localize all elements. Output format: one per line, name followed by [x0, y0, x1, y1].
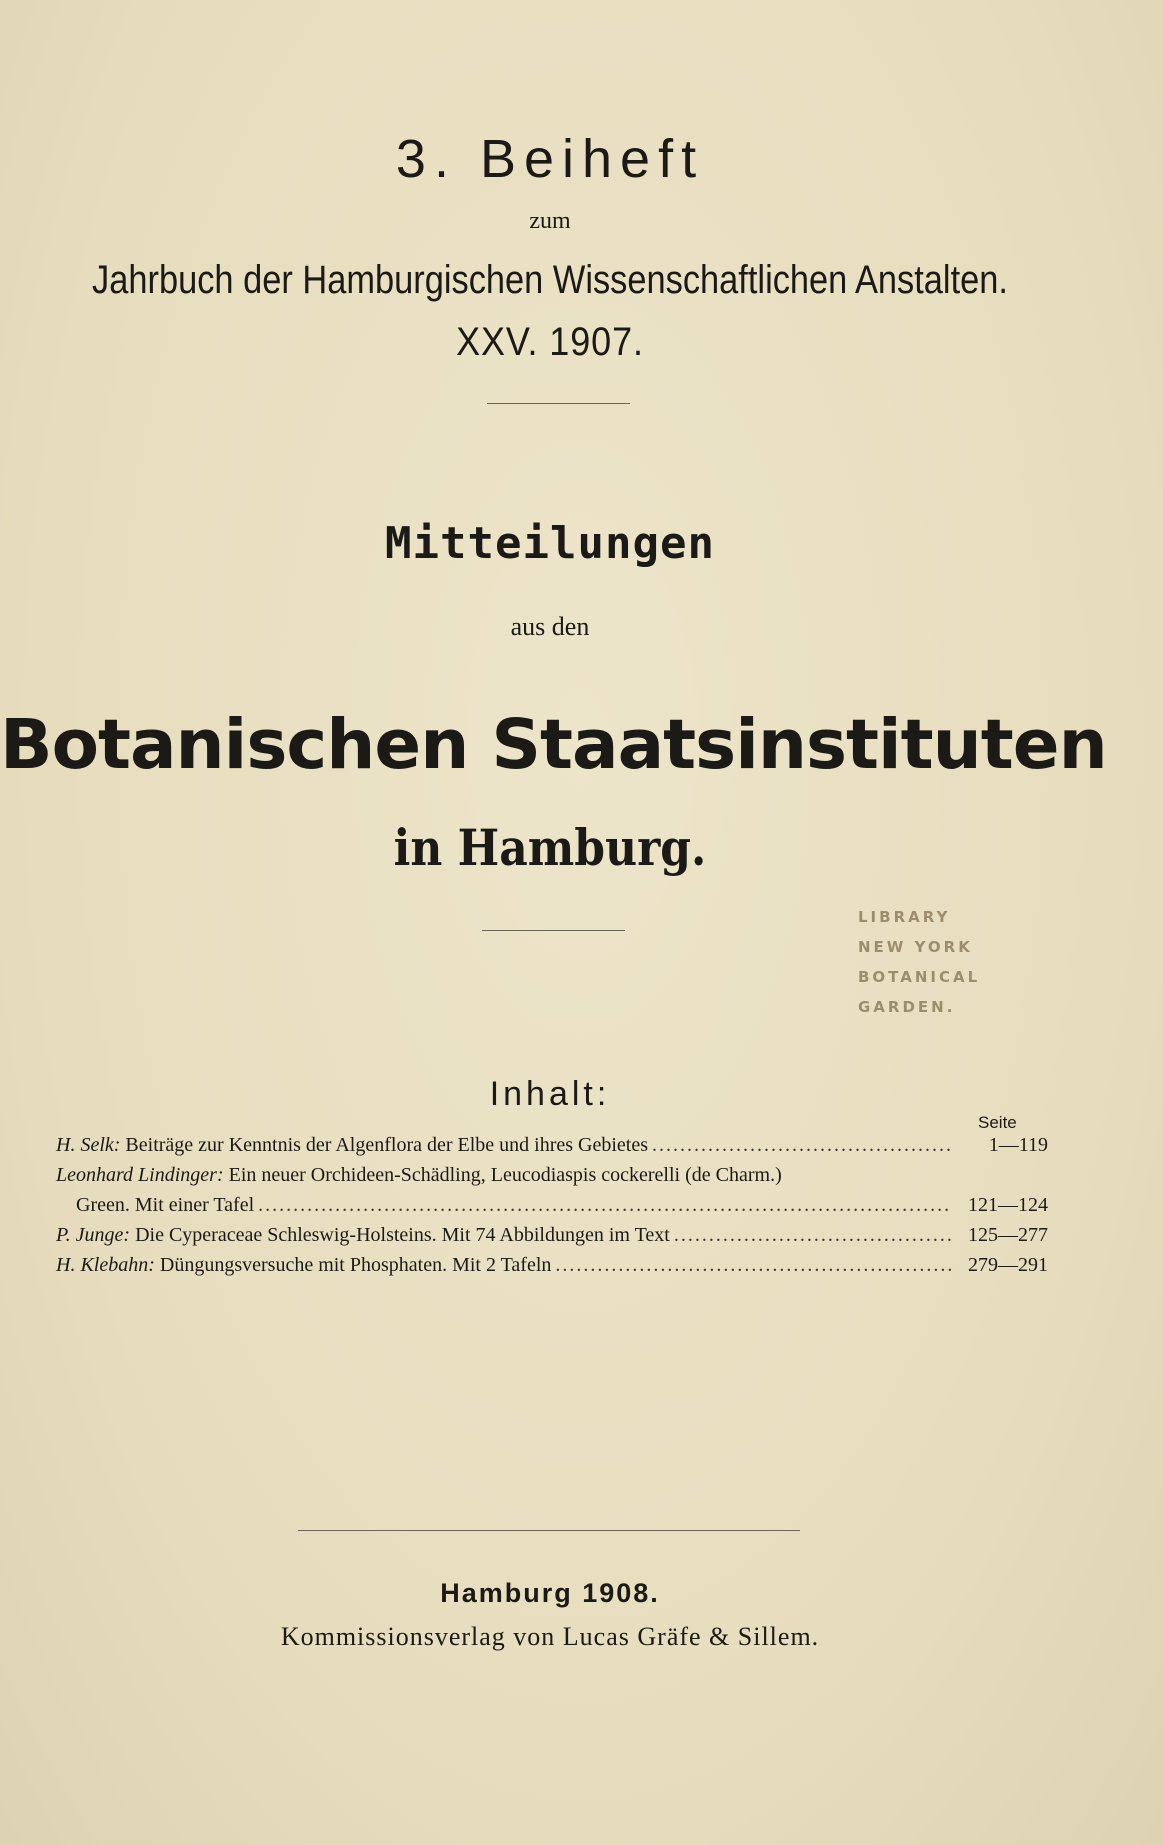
divider-rule	[298, 1530, 800, 1531]
toc-title: Die Cyperaceae Schleswig-Holsteins. Mit 74 Abbildungen im Text	[135, 1224, 670, 1246]
table-of-contents	[56, 1130, 1048, 1280]
toc-title: Ein neuer Orchideen-Schädling, Leucodiaspis cockerelli (de Charm.)	[228, 1164, 782, 1186]
mitteilungen-heading: Mitteilungen	[385, 518, 715, 569]
toc-entry-continuation	[56, 1190, 1048, 1220]
stamp-line: LIBRARY	[858, 908, 951, 926]
volume-year: XXV. 1907.	[456, 320, 644, 364]
toc-author: H. Klebahn:	[56, 1254, 155, 1276]
stamp-line: BOTANICAL	[858, 968, 981, 986]
zum-text: zum	[529, 208, 571, 234]
dot-leader	[258, 1190, 952, 1220]
location-title: in Hamburg.	[393, 818, 707, 877]
toc-entry	[56, 1250, 1048, 1280]
page-column-label: Seite	[978, 1113, 1017, 1132]
aus-den-text: aus den	[510, 612, 590, 641]
stamp-line: GARDEN.	[858, 998, 956, 1016]
dot-leader	[674, 1220, 952, 1250]
contents-heading: Inhalt:	[489, 1075, 611, 1113]
toc-entry	[56, 1130, 1048, 1160]
jahrbuch-title: Jahrbuch der Hamburgischen Wissenschaftlichen Anstalten.	[92, 258, 1008, 302]
toc-pages: 279—291	[968, 1254, 1048, 1276]
toc-title-continued: Green. Mit einer Tafel	[76, 1194, 255, 1216]
toc-pages: 1—119	[988, 1134, 1048, 1156]
dot-leader	[652, 1130, 952, 1160]
toc-author: P. Junge:	[56, 1224, 131, 1246]
divider-rule	[487, 403, 630, 404]
dot-leader	[555, 1250, 952, 1280]
toc-entry	[56, 1160, 1048, 1190]
toc-title: Düngungsversuche mit Phosphaten. Mit 2 Tafeln	[159, 1254, 552, 1276]
toc-author: H. Selk:	[56, 1134, 121, 1156]
stamp-line: NEW YORK	[858, 938, 973, 956]
toc-entry	[56, 1220, 1048, 1250]
toc-title: Beiträge zur Kenntnis der Algenflora der Elbe und ihres Gebietes	[125, 1134, 649, 1156]
library-stamp	[858, 902, 998, 1022]
toc-pages: 121—124	[968, 1194, 1048, 1216]
publisher-firm: Kommissionsverlag von Lucas Gräfe & Sillem.	[280, 1622, 820, 1651]
institution-title: Botanischen Staatsinstituten	[0, 705, 1107, 785]
divider-rule	[482, 930, 625, 931]
toc-pages: 125—277	[968, 1224, 1048, 1246]
beiheft-heading: 3. Beiheft	[395, 129, 705, 189]
publisher-place-year: Hamburg 1908.	[440, 1578, 660, 1608]
toc-author: Leonhard Lindinger:	[56, 1164, 224, 1186]
